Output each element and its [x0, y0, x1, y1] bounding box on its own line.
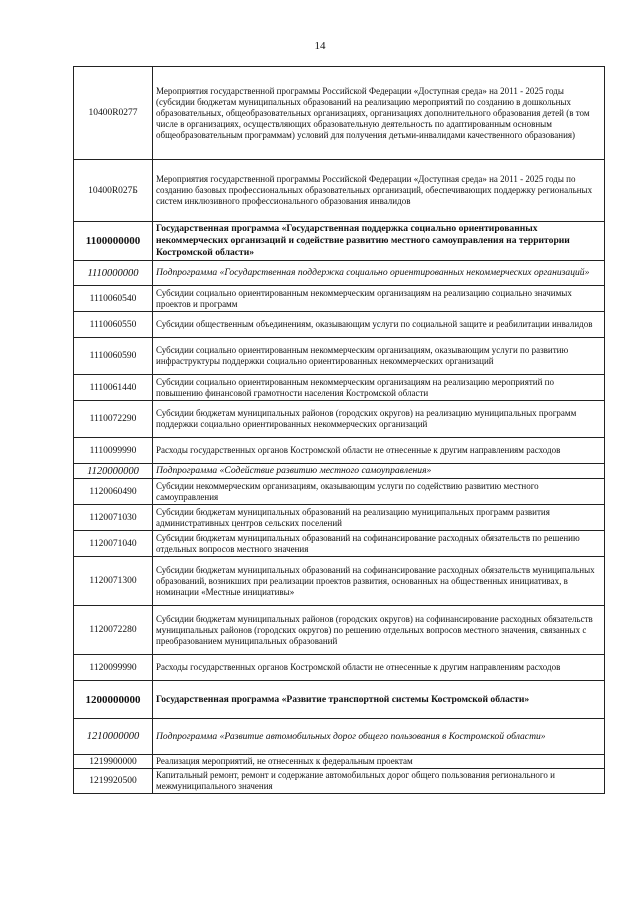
budget-classification-table	[73, 66, 605, 794]
table-row	[74, 479, 605, 505]
expense-description: Подпрограмма «Государственная поддержка социально ориентированных некоммерческих организаций»	[153, 261, 605, 286]
target-code: 1219900000	[74, 755, 153, 769]
expense-description: Субсидии бюджетам муниципальных районов (городских округов) на софинансирование расходных обязательств муниципальных районов (городских округов) по решению отдельных вопросов местного значения, связанных с преобразованием муниципальных образований	[153, 606, 605, 655]
target-code: 10400R027Б	[74, 160, 153, 222]
expense-description: Реализация мероприятий, не отнесенных к федеральным проектам	[153, 755, 605, 769]
expense-description: Государственная программа «Государственная поддержка социально ориентированных некоммерческих организаций и содействие развитию местного самоуправления на территории Костромской области»	[153, 222, 605, 261]
target-code: 1120000000	[74, 464, 153, 479]
table-body	[74, 67, 605, 794]
expense-description: Субсидии некоммерческим организациям, оказывающим услуги по содействию развитию местного самоуправления	[153, 479, 605, 505]
expense-description: Субсидии социально ориентированным некоммерческим организациям на реализацию социально значимых проектов и программ	[153, 286, 605, 312]
target-code: 1110000000	[74, 261, 153, 286]
table-row	[74, 755, 605, 769]
target-code: 1110072290	[74, 401, 153, 438]
subprogram-row	[74, 261, 605, 286]
table-row	[74, 375, 605, 401]
table-row	[74, 505, 605, 531]
table-row	[74, 67, 605, 160]
expense-description: Капитальный ремонт, ремонт и содержание автомобильных дорог общего пользования регионального и межмуниципального значения	[153, 769, 605, 794]
subprogram-row	[74, 719, 605, 755]
target-code: 1200000000	[74, 681, 153, 719]
target-code: 1100000000	[74, 222, 153, 261]
target-code: 1110060550	[74, 312, 153, 338]
expense-description: Субсидии бюджетам муниципальных образований на реализацию муниципальных программ развития административных центров сельских поселений	[153, 505, 605, 531]
target-code: 1120060490	[74, 479, 153, 505]
target-code: 1110060540	[74, 286, 153, 312]
expense-description: Субсидии социально ориентированным некоммерческим организациям, оказывающим услуги по развитию инфраструктуры поддержки социально ориентированных некоммерческих организаций	[153, 338, 605, 375]
expense-description: Подпрограмма «Развитие автомобильных дорог общего пользования в Костромской области»	[153, 719, 605, 755]
expense-description: Субсидии бюджетам муниципальных образований на софинансирование расходных обязательств муниципальных образований, возникших при реализации проектов развития, основанных на общественных инициативах, в номинации «Местные инициативы»	[153, 557, 605, 606]
expense-description: Субсидии бюджетам муниципальных районов (городских округов) на реализацию муниципальных программ поддержки социально ориентированных некоммерческих организаций	[153, 401, 605, 438]
expense-description: Расходы государственных органов Костромской области не отнесенные к другим направлениям расходов	[153, 438, 605, 464]
target-code: 1219920500	[74, 769, 153, 794]
table-row	[74, 438, 605, 464]
target-code: 10400R0277	[74, 67, 153, 160]
expense-description: Субсидии социально ориентированным некоммерческим организациям на реализацию мероприятий по повышению финансовой грамотности населения Костромской области	[153, 375, 605, 401]
table-row	[74, 338, 605, 375]
table-row	[74, 286, 605, 312]
program-row	[74, 222, 605, 261]
target-code: 1120099990	[74, 655, 153, 681]
target-code: 1120071040	[74, 531, 153, 557]
table-row	[74, 655, 605, 681]
expense-description: Расходы государственных органов Костромской области не отнесенные к другим направлениям расходов	[153, 655, 605, 681]
table-row	[74, 606, 605, 655]
target-code: 1120072280	[74, 606, 153, 655]
target-code: 1120071030	[74, 505, 153, 531]
expense-description: Мероприятия государственной программы Российской Федерации «Доступная среда» на 2011 - 2025 годы (субсидии бюджетам муниципальных образований на реализацию мероприятий по созданию в дошкольных образовательных, общеобразовательных организациях, организациях дополнительного образования детей (в том числе в организациях, осуществляющих образовательную деятельность по адаптированным основным общеобразовательным программам) условий для получения детьми-инвалидами качественного образования)	[153, 67, 605, 160]
subprogram-row	[74, 464, 605, 479]
table-row	[74, 531, 605, 557]
program-row	[74, 681, 605, 719]
table-row	[74, 401, 605, 438]
table-row	[74, 312, 605, 338]
target-code: 1210000000	[74, 719, 153, 755]
expense-description: Государственная программа «Развитие транспортной системы Костромской области»	[153, 681, 605, 719]
table-row	[74, 769, 605, 794]
expense-description: Подпрограмма «Содействие развитию местного самоуправления»	[153, 464, 605, 479]
target-code: 1110099990	[74, 438, 153, 464]
target-code: 1110060590	[74, 338, 153, 375]
expense-description: Мероприятия государственной программы Российской Федерации «Доступная среда» на 2011 - 2025 годы по созданию базовых профессиональных образовательных организаций, обеспечивающих поддержку региональных систем инклюзивного профессионального образования инвалидов	[153, 160, 605, 222]
expense-description: Субсидии общественным объединениям, оказывающим услуги по социальной защите и реабилитации инвалидов	[153, 312, 605, 338]
page-number: 14	[314, 40, 326, 52]
expense-description: Субсидии бюджетам муниципальных образований на софинансирование расходных обязательств по решению отдельных вопросов местного значения	[153, 531, 605, 557]
table-row	[74, 160, 605, 222]
target-code: 1120071300	[74, 557, 153, 606]
target-code: 1110061440	[74, 375, 153, 401]
table-row	[74, 557, 605, 606]
